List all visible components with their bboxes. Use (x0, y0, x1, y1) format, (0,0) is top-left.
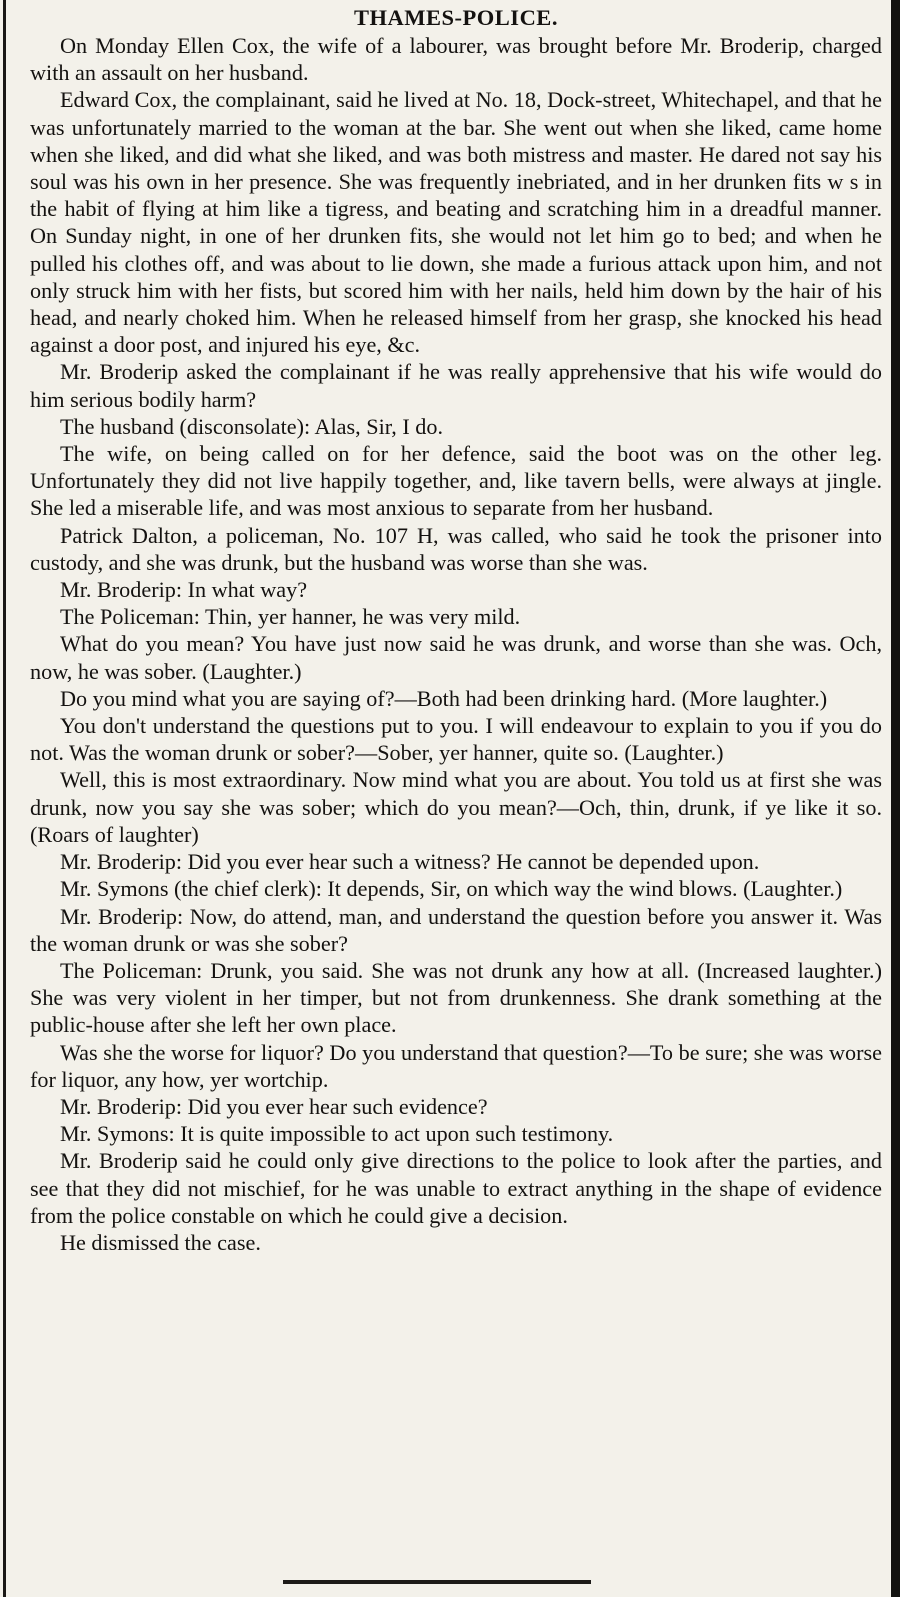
article-paragraph: Do you mind what you are saying of?—Both had been drinking hard. (More laughter.) (60, 685, 828, 711)
article-paragraph: The Policeman: Thin, yer hanner, he was very mild. (60, 604, 521, 630)
article-paragraph: Mr. Broderip: In what way? (60, 577, 308, 603)
article-paragraph: What do you mean? You have just now said he was drunk, and worse than she was. Och, now, he was sober. (Laughter.) (30, 631, 882, 684)
page-edge-right (891, 0, 900, 1597)
article-paragraph: Edward Cox, the complainant, said he lived at No. 18, Dock-street, Whitechapel, and that he was unfortunately married to the woman at the bar. She went out when she liked, came home when she liked, and did what she liked, and was both mistress and master. He dared not say his soul was his own in her presence. She was frequently inebriated, and in her drunken fits w s in the habit of flying at him like a tigress, and beating and scratching him in a dreadful manner. On Sunday night, in one of her drunken fits, she would not let him go to bed; and when he pulled his clothes off, and was about to lie down, she made a furious attack upon him, and not only struck him with her fists, but scored him with her nails, held him down by the hair of his head, and nearly choked him. When he released himself from her grasp, she knocked his head against a door post, and injured his eye, &c. (30, 87, 882, 358)
article-title: THAMES-POLICE. (354, 5, 558, 30)
article-paragraph: Mr. Broderip: Did you ever hear such evidence? (60, 1093, 488, 1119)
article-paragraph: The husband (disconsolate): Alas, Sir, I do. (60, 413, 444, 439)
article-paragraph: The wife, on being called on for her defence, said the boot was on the other leg. Unfortunately they did not live happily together, and, like tavern bells, were always at jingle. She led a miserable life, and was most anxious to separate from her husband. (30, 441, 882, 521)
article-paragraph: Mr. Broderip said he could only give directions to the police to look after the parties, and see that they did not mischief, for he was unable to extract anything in the shape of evidence from the police constable on which he could give a decision. (30, 1148, 882, 1228)
article-paragraph: Mr. Symons: It is quite impossible to act upon such testimony. (60, 1121, 614, 1147)
article-paragraph: Mr. Broderip asked the complainant if he was really apprehensive that his wife would do him serious bodily harm? (30, 359, 882, 412)
article-paragraph: You don't understand the questions put to you. I will endeavour to explain to you if you do not. Was the woman drunk or sober?—Sober, yer hanner, quite so. (Laughter.) (30, 713, 882, 766)
closing-rule (283, 1580, 591, 1584)
article-paragraph: Was she the worse for liquor? Do you understand that question?—To be sure; she was worse for liquor, any how, yer wortchip. (30, 1039, 882, 1092)
article-paragraph: Mr. Broderip: Did you ever hear such a witness? He cannot be depended upon. (60, 849, 760, 875)
article-paragraph: The Policeman: Drunk, you said. She was not drunk any how at all. (Increased laughter.) She was very violent in her timper, but not from drunkenness. She drank something at the public-house after she left her own place. (30, 957, 882, 1038)
article-paragraph: He dismissed the case. (60, 1229, 261, 1255)
article-paragraph: Mr. Symons (the chief clerk): It depends, Sir, on which way the wind blows. (Laughter.) (60, 876, 843, 902)
article-paragraph: Patrick Dalton, a policeman, No. 107 H, was called, who said he took the prisoner into custody, and she was drunk, but the husband was worse than she was. (30, 522, 882, 575)
article-paragraph: Well, this is most extraordinary. Now mind what you are about. You told us at first she was drunk, now you say she was sober; which do you mean?—Och, thin, drunk, if ye like it so. (Roars of laughter) (30, 767, 882, 847)
article-paragraph: On Monday Ellen Cox, the wife of a labourer, was brought before Mr. Broderip, charged with an assault on her husband. (30, 33, 882, 86)
page-edge-left (3, 0, 6, 1597)
article-column (30, 4, 882, 1256)
article-paragraph: Mr. Broderip: Now, do attend, man, and understand the question before you answer it. Was the woman drunk or was she sober? (30, 903, 882, 956)
